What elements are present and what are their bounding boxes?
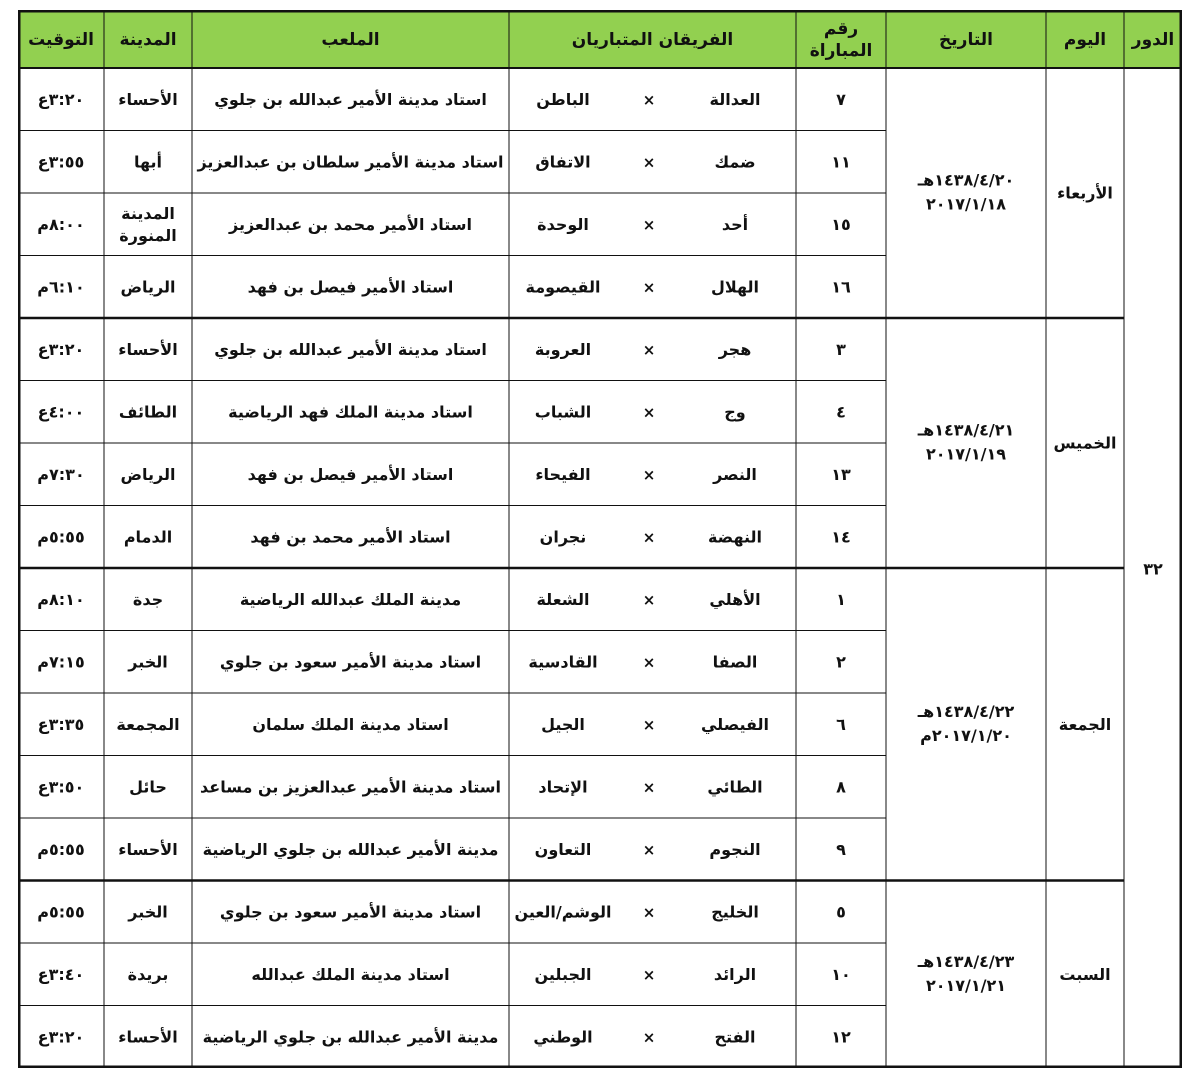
- versus-symbol: ×: [642, 278, 656, 297]
- away-team: الوحدة: [537, 214, 589, 234]
- match-number: ١٣: [831, 464, 851, 484]
- group-date: ٢٠١٧/١/٢٠م: [920, 725, 1012, 745]
- match-city: بريدة: [127, 964, 169, 984]
- header-day: اليوم: [1063, 30, 1107, 50]
- fixtures-table: [18, 10, 1182, 1068]
- match-city: الخبر: [128, 902, 168, 922]
- group-day: السبت: [1059, 964, 1111, 984]
- match-time: ٨:٠٠م: [37, 214, 85, 234]
- match-time: ٥:٥٥م: [37, 527, 85, 547]
- match-city: الأحساء: [118, 839, 178, 859]
- versus-symbol: ×: [642, 653, 656, 672]
- match-time: ٣:٢٠ع: [37, 89, 85, 109]
- away-team: العروبة: [534, 339, 592, 359]
- round-number: ٣٢: [1143, 559, 1163, 579]
- match-number: ٤: [836, 402, 846, 422]
- away-team: القيصومة: [525, 277, 601, 297]
- header-city: المدينة: [119, 30, 177, 50]
- match-city: جدة: [132, 589, 164, 609]
- match-time: ٤:٠٠ع: [37, 402, 85, 422]
- versus-symbol: ×: [642, 528, 656, 547]
- home-team: النصر: [713, 464, 757, 484]
- group-day: الجمعة: [1058, 714, 1112, 734]
- away-team: الشباب: [534, 402, 592, 422]
- away-team: التعاون: [534, 839, 592, 859]
- header-date: التاريخ: [939, 30, 993, 50]
- match-stadium: استاد مدينة الأمير سعود بن جلوي: [219, 652, 482, 672]
- home-team: الفتح: [714, 1027, 756, 1047]
- header-stadium: الملعب: [321, 30, 380, 50]
- home-team: هجر: [718, 339, 752, 359]
- home-team: الأهلي: [709, 589, 761, 609]
- match-city: الأحساء: [118, 1027, 178, 1047]
- group-date: ١٤٣٨/٤/٢١هـ: [917, 420, 1015, 440]
- away-team: الاتفاق: [535, 152, 591, 172]
- fixtures-table-grid: [18, 10, 1182, 1068]
- match-number: ٢: [836, 652, 846, 672]
- home-team: أحد: [721, 214, 749, 234]
- header-teams: الفريقان المتباريان: [571, 30, 734, 50]
- match-city: المدينة: [121, 203, 175, 223]
- match-number: ١٥: [831, 214, 851, 234]
- versus-symbol: ×: [642, 90, 656, 109]
- group-day: الخميس: [1053, 433, 1117, 453]
- match-time: ٣:٤٠ع: [37, 964, 85, 984]
- away-team: الوشم/العين: [514, 902, 612, 922]
- match-city: الأحساء: [118, 89, 178, 109]
- header-match-number: المباراة: [809, 41, 873, 61]
- away-team: الباطن: [536, 89, 590, 109]
- group-date: ٢٠١٧/١/٢١: [925, 975, 1007, 995]
- match-stadium: استاد مدينة الأمير عبدالله بن جلوي: [214, 89, 487, 109]
- match-city: الأحساء: [118, 339, 178, 359]
- match-time: ٨:١٠م: [37, 589, 85, 609]
- match-city: الطائف: [118, 402, 178, 422]
- versus-symbol: ×: [642, 715, 656, 734]
- away-team: الشعلة: [536, 589, 590, 609]
- versus-symbol: ×: [642, 840, 656, 859]
- header-match-number: رقم: [823, 19, 859, 39]
- match-number: ٩: [836, 839, 846, 859]
- match-city: الرياض: [120, 277, 176, 297]
- home-team: النجوم: [709, 839, 761, 859]
- group-date: ١٤٣٨/٤/٢٣هـ: [917, 951, 1015, 971]
- match-city: أبها: [133, 152, 163, 172]
- away-team: نجران: [539, 527, 587, 547]
- away-team: الفيحاء: [535, 464, 591, 484]
- versus-symbol: ×: [642, 590, 656, 609]
- match-time: ٧:١٥م: [37, 652, 85, 672]
- away-team: الوطني: [533, 1027, 593, 1047]
- home-team: الرائد: [713, 964, 757, 984]
- match-time: ٣:٣٥ع: [37, 714, 85, 734]
- match-number: ١٤: [831, 527, 851, 547]
- match-stadium: استاد مدينة الملك فهد الرياضية: [228, 402, 473, 422]
- match-number: ٥: [836, 902, 846, 922]
- home-team: العدالة: [709, 89, 761, 109]
- match-number: ٣: [836, 339, 846, 359]
- match-number: ١٠: [831, 964, 851, 984]
- versus-symbol: ×: [642, 965, 656, 984]
- group-date: ٢٠١٧/١/١٩: [925, 444, 1007, 464]
- match-stadium: استاد مدينة الأمير عبدالعزيز بن مساعد: [200, 777, 501, 797]
- match-time: ٥:٥٥م: [37, 839, 85, 859]
- home-team: الصفا: [712, 652, 758, 672]
- versus-symbol: ×: [642, 215, 656, 234]
- group-date: ١٤٣٨/٤/٢٠هـ: [917, 170, 1015, 190]
- home-team: النهضة: [707, 527, 763, 547]
- match-city: حائل: [129, 777, 167, 797]
- match-number: ٧: [836, 89, 846, 109]
- match-city: الدمام: [123, 527, 173, 547]
- match-city: الرياض: [120, 464, 176, 484]
- match-stadium: استاد الأمير فيصل بن فهد: [247, 464, 454, 484]
- versus-symbol: ×: [642, 778, 656, 797]
- match-stadium: استاد الأمير فيصل بن فهد: [247, 277, 454, 297]
- match-time: ٣:٥٥ع: [37, 152, 85, 172]
- home-team: الطائي: [707, 777, 763, 797]
- match-city: الخبر: [128, 652, 168, 672]
- match-stadium: استاد مدينة الأمير عبدالله بن جلوي: [214, 339, 487, 359]
- match-stadium: استاد مدينة الملك سلمان: [252, 714, 449, 734]
- versus-symbol: ×: [642, 1028, 656, 1047]
- match-time: ٣:٢٠ع: [37, 339, 85, 359]
- match-city: المجمعة: [116, 714, 180, 734]
- match-stadium: مدينة الأمير عبدالله بن جلوي الرياضية: [202, 1027, 499, 1047]
- match-stadium: استاد مدينة الملك عبدالله: [251, 964, 450, 984]
- match-number: ١: [836, 589, 846, 609]
- header-time: التوقيت: [28, 30, 94, 50]
- home-team: وج: [724, 402, 746, 422]
- match-time: ٣:٢٠ع: [37, 1027, 85, 1047]
- match-stadium: استاد الأمير محمد بن عبدالعزيز: [229, 214, 472, 234]
- versus-symbol: ×: [642, 340, 656, 359]
- away-team: الجيل: [541, 714, 585, 734]
- match-time: ٥:٥٥م: [37, 902, 85, 922]
- home-team: الفيصلي: [700, 714, 770, 734]
- match-time: ٣:٥٠ع: [37, 777, 85, 797]
- home-team: ضمك: [714, 152, 756, 172]
- home-team: الهلال: [710, 277, 760, 297]
- match-number: ١٦: [831, 277, 851, 297]
- match-stadium: استاد الأمير محمد بن فهد: [250, 527, 451, 547]
- match-stadium: استاد مدينة الأمير سلطان بن عبدالعزيز: [197, 152, 504, 172]
- versus-symbol: ×: [642, 403, 656, 422]
- home-team: الخليج: [711, 902, 759, 922]
- match-city: المنورة: [119, 225, 177, 245]
- versus-symbol: ×: [642, 465, 656, 484]
- match-number: ٦: [836, 714, 846, 734]
- match-stadium: مدينة الأمير عبدالله بن جلوي الرياضية: [202, 839, 499, 859]
- group-date: ٢٠١٧/١/١٨: [925, 194, 1007, 214]
- header-round: الدور: [1131, 30, 1175, 50]
- group-date: ١٤٣٨/٤/٢٢هـ: [917, 701, 1015, 721]
- match-number: ٨: [836, 777, 846, 797]
- away-team: الإتحاد: [538, 777, 588, 797]
- group-day: الأربعاء: [1057, 183, 1113, 203]
- match-stadium: استاد مدينة الأمير سعود بن جلوي: [219, 902, 482, 922]
- match-stadium: مدينة الملك عبدالله الرياضية: [239, 589, 462, 609]
- away-team: الجبلين: [534, 964, 592, 984]
- away-team: القادسية: [528, 652, 598, 672]
- match-number: ١٢: [831, 1027, 851, 1047]
- versus-symbol: ×: [642, 903, 656, 922]
- match-number: ١١: [831, 152, 851, 172]
- match-time: ٦:١٠م: [37, 277, 85, 297]
- versus-symbol: ×: [642, 153, 656, 172]
- match-time: ٧:٣٠م: [37, 464, 85, 484]
